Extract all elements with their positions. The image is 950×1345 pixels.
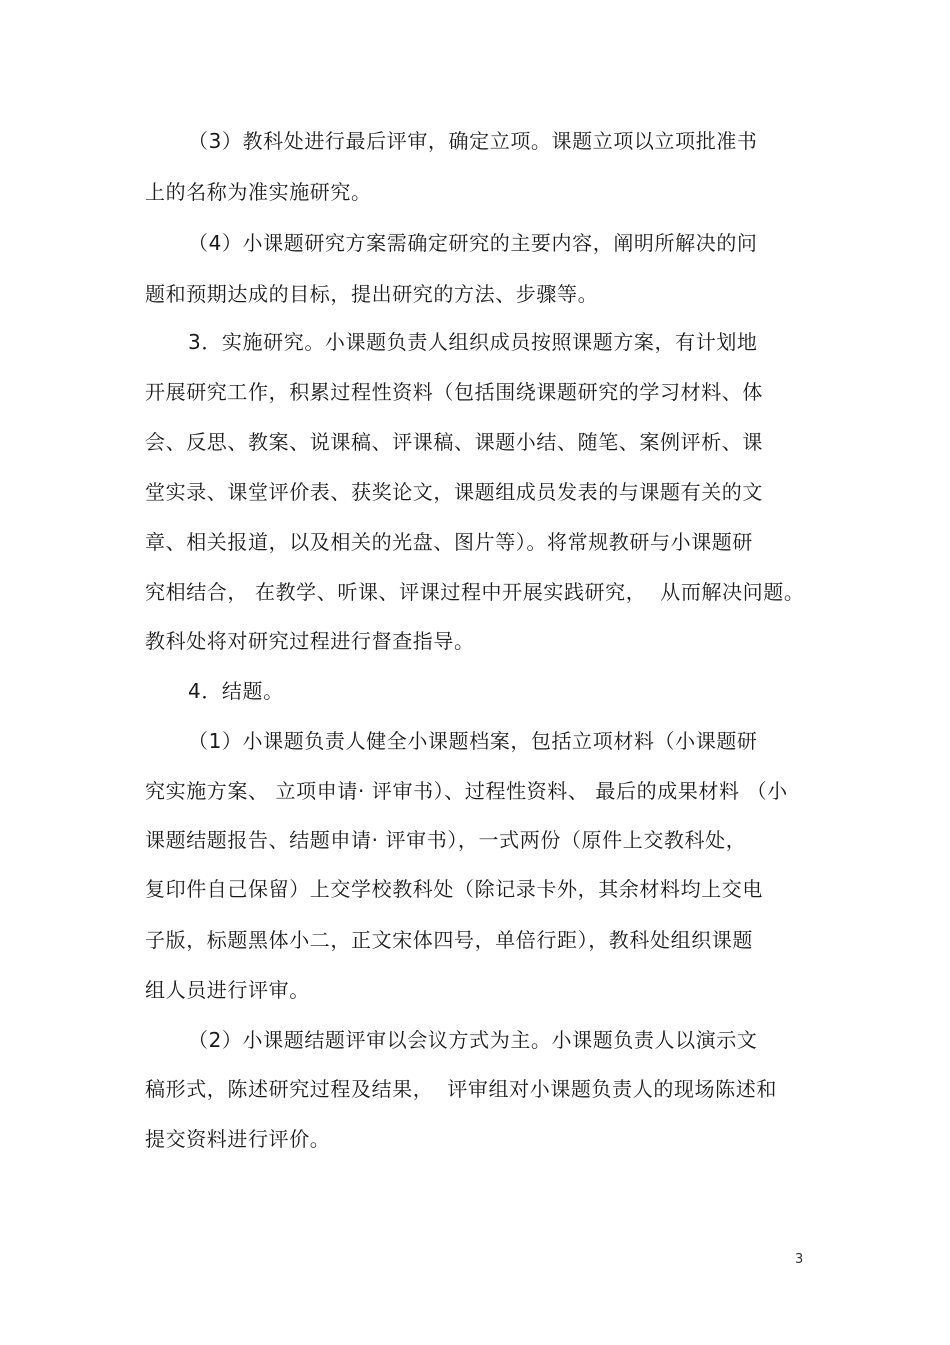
text-line: 组人员进行评审。 (145, 978, 310, 1002)
text-line: （3）教科处进行最后评审，确定立项。课题立项以立项批准书 (188, 129, 758, 153)
text-line: 堂实录、课堂评价表、获奖论文，课题组成员发表的与课题有关的文 (145, 480, 763, 504)
text-line: （1）小课题负责人健全小课题档案，包括立项材料（小课题研 (188, 729, 758, 753)
page-number: 3 (795, 1252, 804, 1267)
text-line: 子版，标题黑体小二，正文宋体四号，单倍行距），教科处组织课题 (145, 928, 753, 952)
text-line: 究实施方案、 立项申请· 评审书）、过程性资料、 最后的成果材料 （小 (145, 779, 788, 803)
text-line: 开展研究工作，积累过程性资料（包括围绕课题研究的学习材料、体 (145, 380, 763, 404)
text-line: 复印件自己保留）上交学校教科处（除记录卡外，其余材料均上交电 (145, 877, 763, 901)
text-line: 章、相关报道，以及相关的光盘、图片等）。将常规教研与小课题研 (145, 530, 753, 554)
text-line: 究相结合， 在教学、听课、评课过程中开展实践研究， 从而解决问题。 (145, 580, 805, 604)
text-line: 教科处将对研究过程进行督查指导。 (145, 629, 475, 653)
text-line: 稿形式，陈述研究过程及结果， 评审组对小课题负责人的现场陈述和 (145, 1077, 777, 1101)
text-line: 会、反思、教案、说课稿、评课稿、课题小结、随笔、案例评析、课 (145, 430, 763, 454)
text-line: （4）小课题研究方案需确定研究的主要内容，阐明所解决的问 (188, 231, 758, 255)
text-line: 提交资料进行评价。 (145, 1127, 331, 1151)
text-line: 4．结题。 (188, 679, 284, 703)
text-line: （2）小课题结题评审以会议方式为主。小课题负责人以演示文 (188, 1028, 758, 1052)
text-line: 3．实施研究。小课题负责人组织成员按照课题方案，有计划地 (188, 330, 758, 354)
text-line: 题和预期达成的目标，提出研究的方法、步骤等。 (145, 282, 599, 306)
text-line: 上的名称为准实施研究。 (145, 180, 372, 204)
text-line: 课题结题报告、结题申请· 评审书），一式两份（原件上交教科处， (145, 828, 747, 852)
